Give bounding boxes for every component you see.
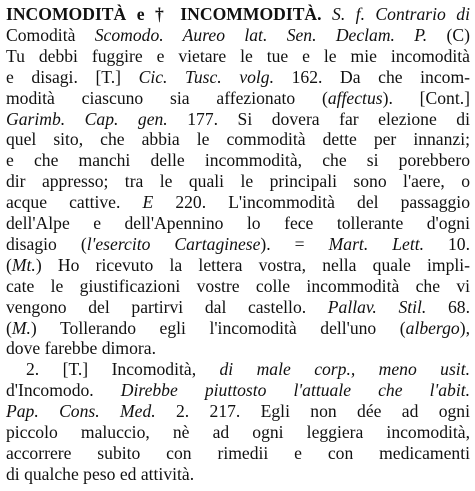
text-run: ), [459, 317, 470, 338]
entry-text-line [6, 87, 470, 110]
italic-run: Pallav. Stil. [327, 296, 427, 317]
text-run: ( [6, 254, 12, 275]
entry-text-line [6, 66, 470, 89]
italic-run: Mt. [11, 254, 36, 275]
text-run: dell'Alpe e dell'Apennino lo fece tollerante d'ogni [6, 213, 470, 233]
entry-text-line [6, 379, 470, 402]
text-run: modità ciascuno sia affezionato ( [6, 87, 328, 108]
entry-text-line [6, 296, 470, 319]
text-run: 2. [T.] Incomodità, [26, 359, 220, 380]
entry-text-line [6, 45, 470, 68]
text-run: quel sito, che abbia le commodità dette per innanzi; [6, 129, 470, 150]
italic-run: albergo [405, 317, 460, 338]
entry-text-line [6, 421, 470, 444]
text-run: e che manchi delle incommodità, che si porebbero [6, 150, 470, 171]
entry-headword-line [6, 3, 470, 26]
entry-text-line [6, 191, 470, 214]
entry-text-line [6, 275, 470, 298]
entry-text-line [6, 337, 470, 360]
text-run: 220. L'incommodità del passaggio [153, 192, 470, 213]
text-run: ) Tollerando egli l'incomodità dell'uno ( [30, 317, 406, 338]
entry-text-line [6, 233, 470, 256]
text-run: ). = [260, 233, 329, 254]
text-run: 68. [426, 296, 470, 317]
italic-run: Mart. Lett. [328, 233, 424, 254]
entry-text-line [6, 170, 470, 193]
italic-run: M. [11, 317, 31, 338]
text-run: dove farebbe dimora. [6, 338, 156, 359]
text-run: acque cattive. [6, 192, 143, 213]
text-run: ). [Cont.] [382, 87, 470, 108]
entry-text-line [6, 254, 470, 277]
entry-text-line [6, 400, 470, 423]
text-run: 162. Da che incom- [274, 66, 470, 87]
italic-run: Garimb. Cap. gen. [6, 108, 168, 129]
entry-text-line [6, 442, 470, 465]
entry-text-line [6, 24, 470, 47]
text-run: 177. Si dovera far elezione di [167, 108, 470, 129]
italic-run: di male corp., meno usit. [219, 359, 470, 380]
text-run: piccolo maluccio, nè ad ogni leggiera incomodità, [6, 422, 470, 442]
text-run [322, 4, 332, 24]
entry-text-line [6, 149, 470, 172]
text-run: di qualche peso ed attività. [6, 463, 195, 484]
italic-run: Scomodo. Aureo lat. Sen. Declam. P. [94, 24, 428, 45]
italic-run: S. f. Contrario di [332, 4, 470, 24]
text-run: Comodità [6, 24, 95, 45]
text-run: 10. [424, 233, 470, 254]
text-run: (C) [427, 24, 470, 45]
entry-text-line [6, 212, 470, 235]
entry-text-line [6, 128, 470, 151]
italic-run: affectus [327, 87, 383, 108]
text-run: accorrere subito con rimedii e con medicamenti [6, 442, 470, 463]
text-run: vengono del partirvi dal castello. [6, 296, 328, 317]
text-run: 2. 217. Egli non dée ad ogni [155, 401, 470, 422]
entry-text-line [6, 317, 470, 340]
text-run: ) Ho ricevuto la lettera vostra, nella quale impli- [35, 254, 470, 275]
italic-run: l'esercito Cartaginese [86, 233, 261, 254]
text-run: disagio ( [6, 233, 87, 254]
headword: INCOMODITÀ e † INCOMMODITÀ. [6, 4, 322, 24]
text-run: cate le giustificazioni vostre colle incommodità che vi [6, 275, 470, 296]
italic-run: E [142, 192, 154, 213]
text-run: d'Incomodo. [6, 380, 121, 401]
entry-text-line [6, 463, 470, 486]
text-run: dir appresso; tra le quali le principali sono l'aere, o [6, 171, 470, 192]
italic-run: Cic. Tusc. volg. [138, 66, 275, 87]
text-run: e disagi. [T.] [6, 66, 139, 87]
italic-run: Pap. Cons. Med. [6, 401, 156, 422]
text-run: ( [6, 317, 12, 338]
italic-run: Direbbe piuttosto l'attuale che l'abit. [120, 380, 470, 401]
entry-text-line [6, 108, 470, 131]
entry-text-line [26, 358, 470, 381]
text-run: Tu debbi fuggire e vietare le tue e le mie incomodità [6, 45, 470, 66]
